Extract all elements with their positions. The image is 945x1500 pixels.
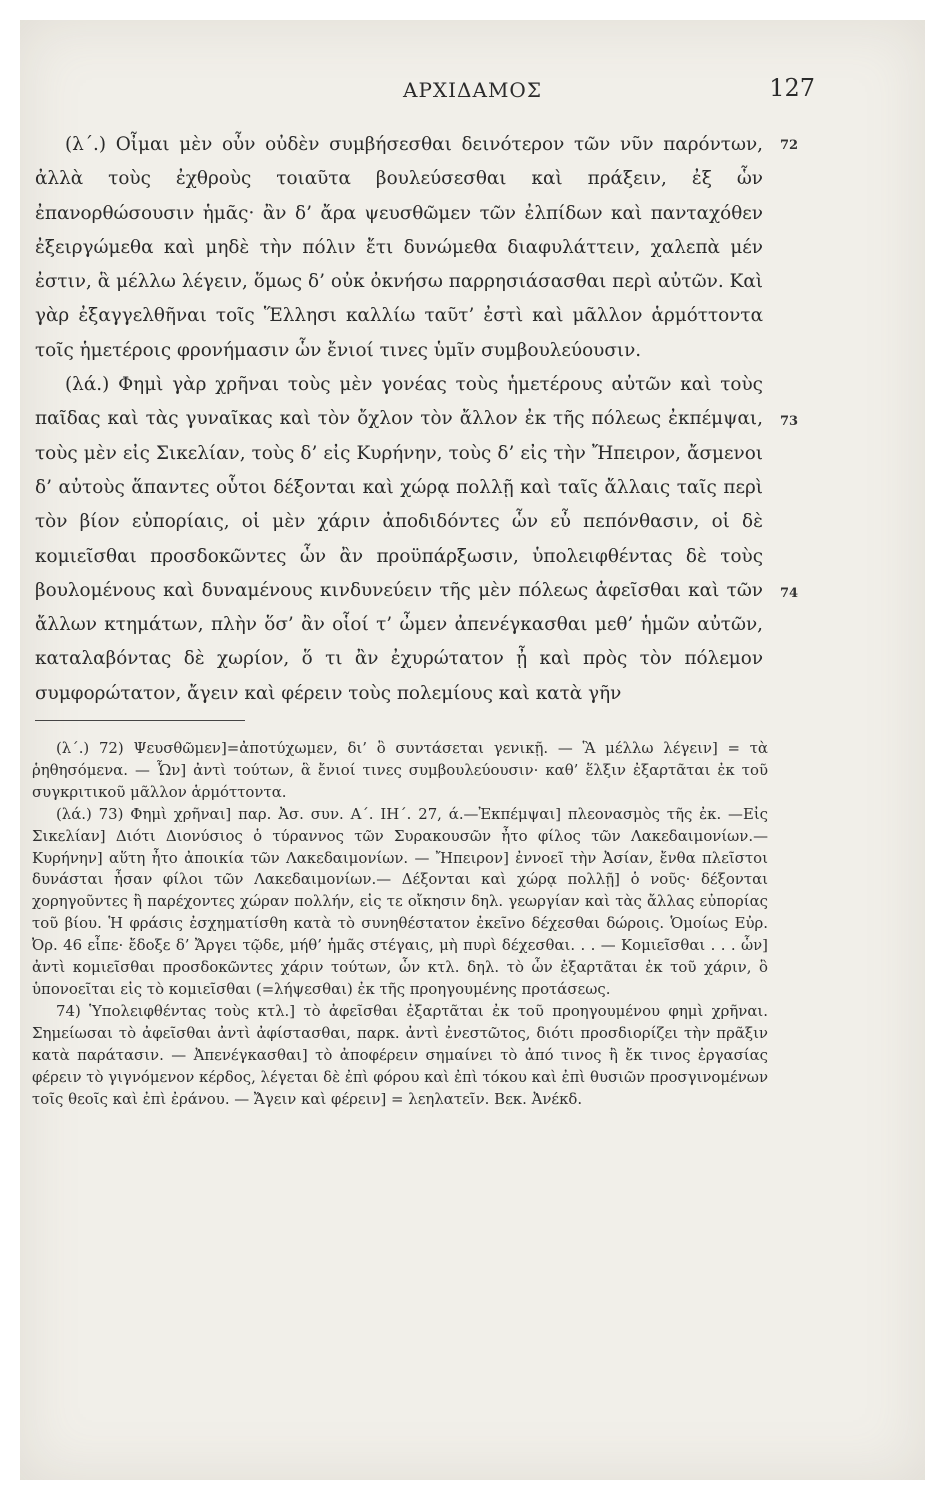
footnote-paragraph: (λ΄.) 72) Ψευσθῶμεν]=ἀποτύχωμεν, δι’ ὃ συντάσεται γενικῇ. — Ἃ μέλλω λέγειν] = τὰ ῥηθησόμενα. — Ὧν] ἀντὶ τούτων, ἃ ἔνιοί τινες συμβουλεύουσιν· καθ’ ἕλξιν ἐξαρτᾶται ἐκ τοῦ συγκριτικοῦ μᾶλλον ἁρμόττοντα.	[32, 739, 768, 801]
body-paragraph: (λά.) Φημὶ γὰρ χρῆναι τοὺς μὲν γονέας τοὺς ἡμετέρους αὐτῶν καὶ τοὺς παῖδας καὶ τὰς γυναῖκας καὶ τὸν ὄχλον τὸν ἄλλον ἐκ τῆς πόλεως ἐκπέμψαι, τοὺς μὲν εἰς Σικελίαν, τοὺς δ’ εἰς Κυρήνην, τοὺς δ’ εἰς τὴν Ἤπειρον, ἄσμενοι δ’ αὐτοὺς ἅπαντες οὗτοι δέξονται καὶ χώρᾳ πολλῇ καὶ ταῖς ἄλλαις ταῖς περὶ τὸν βίον εὐπορίαις, οἱ μὲν χάριν ἀποδιδόντες ὧν εὖ πεπόνθασιν, οἱ δὲ κομιεῖσθαι προσδοκῶντες ὧν ἂν προϋπάρξωσιν, ὑπολειφθέντας δὲ τοὺς βουλομένους καὶ δυναμένους κινδυνεύειν τῆς μὲν πόλεως ἀφεῖσθαι καὶ τῶν ἄλλων κτημάτων, πλὴν ὅσ’ ἂν οἷοί τ’ ὦμεν ἀπενέγκασθαι μεθ’ ἡμῶν αὐτῶν, καταλαβόντας δὲ χωρίον, ὅ τι ἂν ἐχυρώτατον ᾖ καὶ πρὸς τὸν πόλεμον συμφορώτατον, ἄγειν καὶ φέρειν τοὺς πολεμίους καὶ κατὰ γῆν	[35, 374, 763, 704]
book-page	[20, 20, 925, 1480]
page-number: 127	[769, 74, 815, 102]
footnote-paragraph: (λά.) 73) Φημὶ χρῆναι] παρ. Ἀσ. συν. Α΄. ΙΗ΄. 27, ά.—Ἐκπέμψαι] πλεονασμὸς τῆς ἐκ. —Εἰς Σικελίαν] Διότι Διονύσιος ὁ τύραννος τῶν Συρακουσῶν ἦτο φίλος τῶν Λακεδαιμονίων.—Κυρήνην] αὕτη ἦτο ἀποικία τῶν Λακεδαιμονίων. — Ἤπειρον] ἐννοεῖ τὴν Ἀσίαν, ἔνθα πλεῖστοι δυνάσται ἦσαν φίλοι τῶν Λακεδαιμονίων.— Δέξονται καὶ χώρᾳ πολλῇ] ὁ νοῦς· δέξονται χορηγοῦντες ἢ παρέχοντες χώραν πολλήν, εἰς τε οἴκησιν δηλ. γεωργίαν καὶ τὰς ἄλλας εὐπορίας τοῦ βίου. Ἡ φράσις ἐσχηματίσθη κατὰ τὸ συνηθέστατον ἐκεῖνο δέχεσθαι δώροις. Ὁμοίως Εὐρ. Ὀρ. 46 εἶπε· ἔδοξε δ’ Ἄργει τῷδε, μήθ’ ἡμᾶς στέγαις, μὴ πυρὶ δέχεσθαι. . . — Κομιεῖσθαι . . . ὧν] ἀντὶ κομιεῖσθαι προσδοκῶντες χάριν τούτων, ὧν κτλ. δηλ. τὸ ὧν ἐξαρτᾶται ἐκ τοῦ χάριν, ὃ ὑπονοεῖται εἰς τὸ κομιεῖσθαι (=λήψεσθαι) ἐκ τῆς προηγουμένης προτάσεως.	[32, 804, 768, 998]
footnotes	[32, 738, 768, 1110]
running-title: ΑΡΧΙΔΑΜΟΣ	[403, 78, 542, 102]
footnote-rule	[35, 720, 245, 721]
footnote-paragraph: 74) Ὑπολειφθέντας τοὺς κτλ.] τὸ ἀφεῖσθαι ἐξαρτᾶται ἐκ τοῦ προηγουμένου φημὶ χρῆναι. Σημείωσαι τὸ ἀφεῖσθαι ἀντὶ ἀφίστασθαι, παρκ. ἀντὶ ἐνεστῶτος, διότι προσδιορίζει τὴν πρᾶξιν κατὰ παράτασιν. — Ἀπενέγκασθαι] τὸ ἀποφέρειν σημαίνει τὸ ἀπό τινος ἢ ἔκ τινος ἐργασίας φέρειν τὸ γιγνόμενον κέρδος, λέγεται δὲ ἐπὶ φόρου καὶ ἐπὶ τόκου καὶ ἐπὶ θυσιῶν προσγινομένων τοῖς θεοῖς καὶ ἐπὶ ἐράνου. — Ἄγειν καὶ φέρειν] = λεηλατεῖν. Βεκ. Ἀνέκδ.	[32, 1001, 768, 1108]
margin-section-number: 73	[780, 414, 799, 429]
margin-section-number: 72	[780, 138, 799, 153]
body-paragraph: (λ΄.) Οἶμαι μὲν οὖν οὐδὲν συμβήσεσθαι δεινότερον τῶν νῦν παρόντων, ἀλλὰ τοὺς ἐχθροὺς τοιαῦτα βουλεύσεσθαι καὶ πράξειν, ἐξ ὧν ἐπανορθώσουσιν ἡμᾶς· ἂν δ’ ἄρα ψευσθῶμεν τῶν ἐλπίδων καὶ πανταχόθεν ἐξειργώμεθα καὶ μηδὲ τὴν πόλιν ἔτι δυνώμεθα διαφυλάττειν, χαλεπὰ μέν ἐστιν, ἃ μέλλω λέγειν, ὅμως δ’ οὐκ ὀκνήσω παρρησιάσασθαι περὶ αὐτῶν. Καὶ γὰρ ἐξαγγελθῆναι τοῖς Ἕλλησι καλλίω ταῦτ’ ἐστὶ καὶ μᾶλλον ἁρμόττοντα τοῖς ἡμετέροις φρονήμασιν ὧν ἔνιοί τινες ὑμῖν συμβουλεύουσιν.	[35, 134, 763, 361]
margin-section-number: 74	[780, 586, 799, 601]
main-text	[35, 128, 763, 711]
